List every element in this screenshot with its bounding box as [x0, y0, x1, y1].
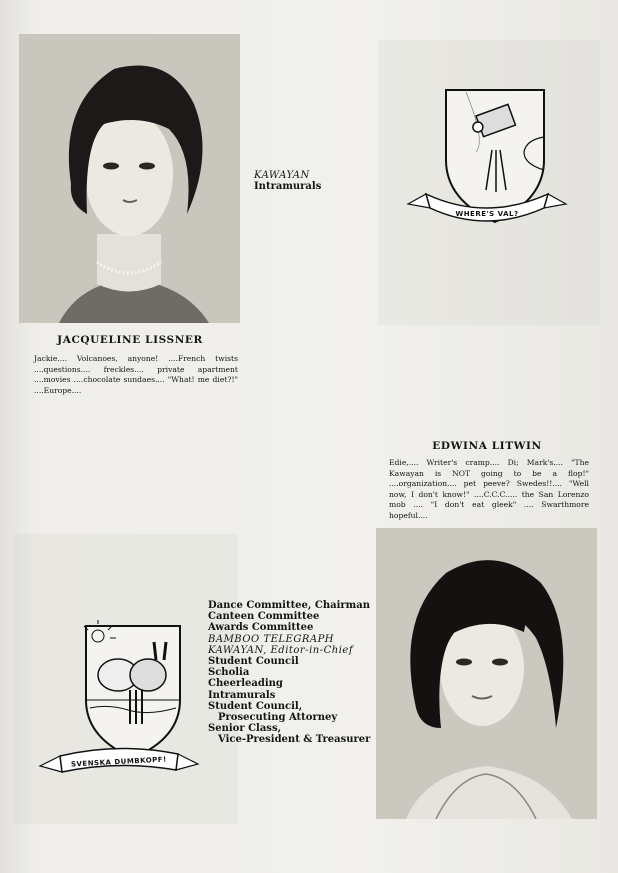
student-bio-edwina-litwin: Edie,.... Writer's cramp.... Di; Mark's.... "The Kawayan is NOT going to be a flop!" ....organization.... pet peeve? Swedes!!.... "Well now, I don't know!" ....C.C.C..... the San Lorenzo mob .... "I don't eat gleek" .... Swarthmore hopeful.... — [389, 458, 589, 520]
activity-item: Dance Committee, Chairman — [208, 600, 370, 611]
crest-motto-2: SVENSKA DUMBKOPF! — [70, 755, 167, 769]
activity-item: Senior Class, — [208, 723, 282, 735]
student-name-edwina-litwin: EDWINA LITWIN — [432, 440, 542, 452]
activity-item: Scholia — [208, 667, 250, 679]
activity-item: Awards Committee — [208, 622, 314, 634]
activity-item: Student Council — [208, 656, 299, 668]
activity-item: Intramurals — [208, 689, 276, 701]
activity-item: BAMBOO TELEGRAPH — [208, 633, 335, 645]
activities-list-jacqueline-lissner — [254, 170, 321, 192]
activity-item: KAWAYAN, Editor-in-Chief — [208, 644, 354, 656]
activities-list-edwina-litwin — [208, 600, 370, 746]
activity-item: Student Council, — [208, 700, 303, 712]
activity-item: Prosecuting Attorney — [218, 712, 338, 724]
portrait-photo-jacqueline-lissner — [19, 34, 240, 323]
activity-item: Intramurals — [254, 181, 322, 193]
student-bio-jacqueline-lissner: Jackie.... Volcanoes, anyone! ....French twists ....questions.... freckles.... private apartment ....movies ....chocolate sundaes.... "What! me diet?!" ....Europe.... — [34, 354, 238, 395]
portrait-photo-edwina-litwin — [376, 528, 597, 819]
student-name-jacqueline-lissner: JACQUELINE LISSNER — [57, 334, 203, 346]
activity-item: Cheerleading — [208, 678, 283, 690]
crest-motto-1: WHERE'S VAL? — [455, 210, 519, 218]
crest-camera-drawing — [406, 82, 568, 234]
activity-item: Canteen Committee — [208, 611, 320, 623]
crest-donkey-drawing — [38, 620, 200, 780]
activity-item: KAWAYAN — [254, 170, 310, 181]
activity-item: Vice-President & Treasurer — [218, 734, 371, 746]
